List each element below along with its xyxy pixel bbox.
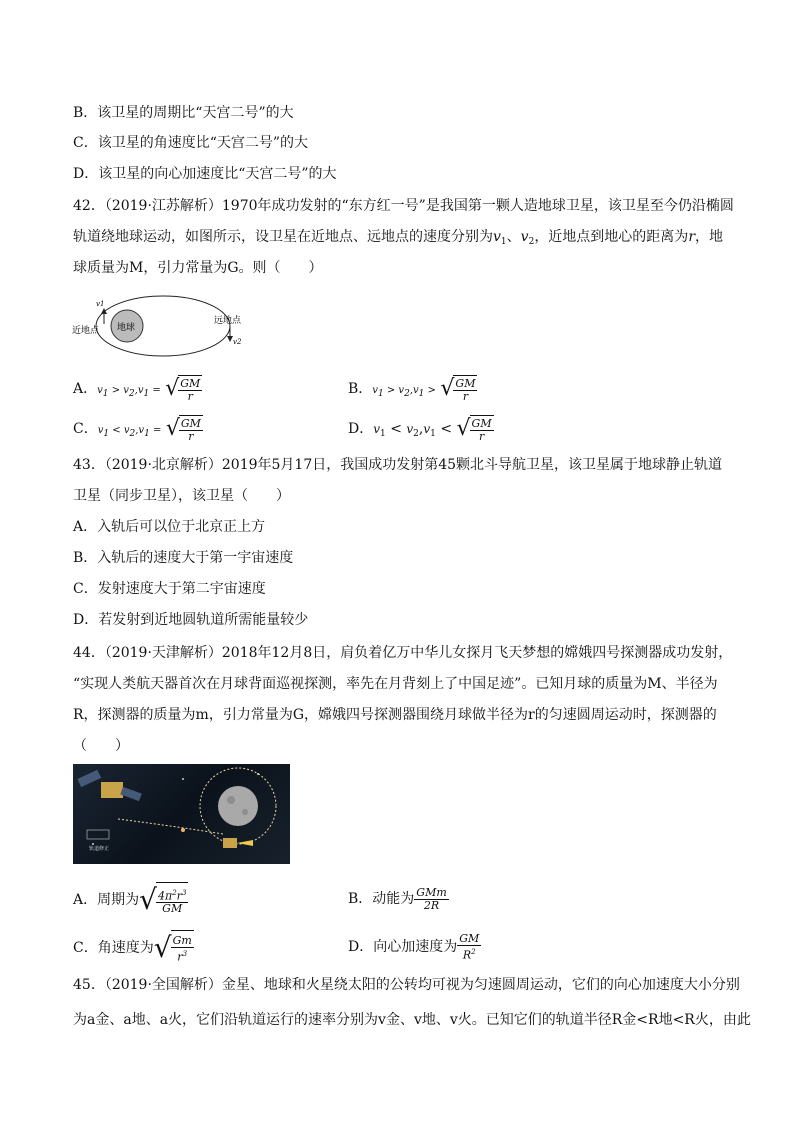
earth-label: 地球 — [117, 323, 136, 333]
q44-option-c: C．角速度为 √ $\frac{Gm}{r^3}$ — [73, 931, 192, 964]
q41-option-b: B．该卫星的周期比“天宫二号”的大 — [73, 105, 294, 121]
q44-stem-line4: （ ） — [73, 738, 129, 754]
v2-label: v2 — [233, 338, 242, 346]
q44-option-b: B．动能为 $\frac{\text{GMm}}{2R}$ — [348, 885, 447, 912]
q45-stem-line2: 为a金、a地、a火，它们沿轨道运行的速率分别为v金、v地、v火。已知它们的轨道半径R金<R地<R火，由此 — [73, 1012, 751, 1028]
q44-stem-line1: 44．（2019·天津解析）2018年12月8日，肩负着亿万中华儿女探月飞天梦想的嫦娥四号探测器成功发射， — [73, 645, 733, 661]
photo-label: 轨道修正 — [89, 846, 110, 852]
q43-option-d: D．若发射到近地圆轨道所需能量较少 — [73, 612, 309, 628]
q44-stem-line3: R，探测器的质量为m，引力常量为G，嫦娥四号探测器围绕月球做半径为r的匀速圆周运动时，探测器的 — [73, 707, 717, 723]
q42-stem-line3: 球质量为M，引力常量为G。则（ ） — [73, 260, 323, 276]
probe-right — [223, 838, 253, 848]
q43-option-b: B．入轨后的速度大于第一宇宙速度 — [73, 550, 294, 566]
far-point-label: 远地点 — [214, 316, 242, 326]
near-point-label: 近地点 — [72, 326, 100, 336]
lunar-probe-photo — [73, 764, 290, 864]
q42-option-c: C．v1 < v2,v1 = √ $\frac{GM}{r}$ — [73, 416, 201, 443]
q44-option-d: D．向心加速度为 $\frac{GM}{R^2}$ — [348, 931, 480, 962]
q42-option-a: A．v1 > v2,v1 = √ $\frac{GM}{r}$ — [73, 376, 201, 403]
q45-stem-line1: 45．（2019·全国解析）金星、地球和火星绕太阳的公转均可视为匀速圆周运动，它们的向心加速度大小分别 — [73, 977, 740, 993]
q43-option-a: A．入轨后可以位于北京正上方 — [73, 519, 266, 535]
orbit-diagram — [70, 292, 250, 362]
q43-stem-line2: 卫星（同步卫星），该卫星（ ） — [73, 488, 290, 504]
v1-label: v1 — [96, 300, 105, 308]
probe-left — [77, 770, 141, 801]
q41-option-d: D．该卫星的向心加速度比“天宫二号”的大 — [73, 166, 337, 182]
moon — [218, 786, 258, 826]
q42-stem-line1: 42．（2019·江苏解析）1970年成功发射的“东方红一号”是我国第一颗人造地球卫星，该卫星至今仍沿椭圆 — [73, 198, 734, 214]
q43-option-c: C．发射速度大于第二宇宙速度 — [73, 581, 266, 597]
q43-stem-line1: 43．（2019·北京解析）2019年5月17日，我国成功发射第45颗北斗导航卫星，该卫星属于地球静止轨道 — [73, 457, 723, 473]
q41-option-c: C．该卫星的角速度比“天宫二号”的大 — [73, 135, 309, 151]
q44-stem-line2: “实现人类航天器首次在月球背面巡视探测，率先在月背刻上了中国足迹”。已知月球的质量为M、半径为 — [73, 676, 718, 692]
q42-option-d: D．$v_1 < v_2,v_1$ < √ $\frac{GM}{r}$ — [348, 416, 492, 443]
q42-stem-line2: 轨道绕地球运动，如图所示，设卫星在近地点、远地点的速度分别为$v_1$、$v_2$，近地点到地心的距离为r，地 — [73, 229, 724, 247]
q44-option-a: A．周期为 √ $\frac{4\pi^2r^3}{GM}$ — [73, 883, 187, 916]
q42-option-b: B．v1 > v2,v1 > √ $\frac{GM}{r}$ — [348, 376, 476, 403]
